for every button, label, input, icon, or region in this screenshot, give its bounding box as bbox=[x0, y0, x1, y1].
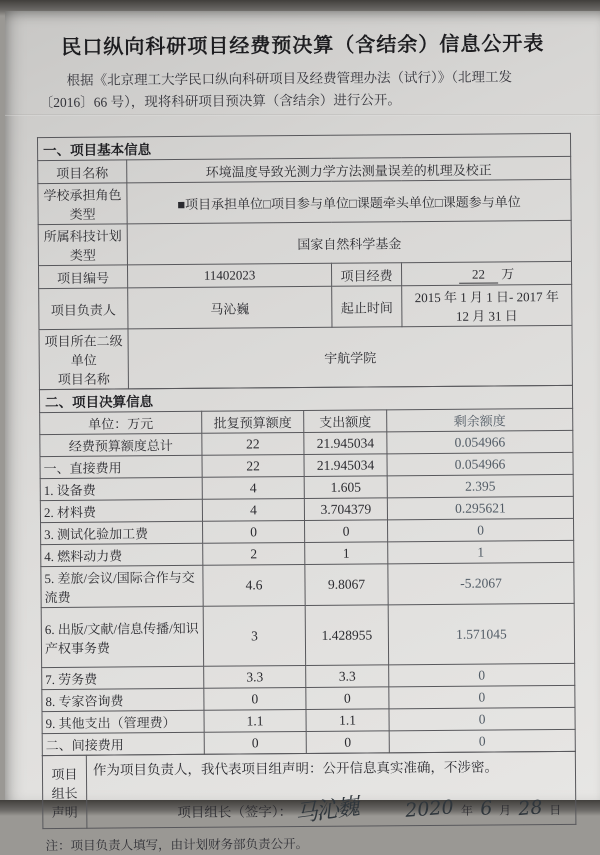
date-year: 2020 bbox=[404, 796, 455, 823]
fee-label: 2. 材料费 bbox=[40, 499, 202, 522]
spent-value: 1 bbox=[305, 542, 388, 565]
project-name-label: 项目名称 bbox=[38, 160, 127, 184]
signature-line bbox=[93, 788, 569, 828]
period-label: 起止时间 bbox=[332, 286, 402, 328]
declaration-label: 项目 组长 声明 bbox=[42, 755, 87, 828]
col-budget: 批复预算额度 bbox=[202, 411, 304, 434]
role-type-label: 学校承担角色 类型 bbox=[38, 183, 127, 225]
col-spent: 支出额度 bbox=[304, 410, 387, 433]
remain-value: 1 bbox=[388, 541, 574, 564]
remain-value: 0 bbox=[388, 519, 574, 542]
declaration-statement: 作为项目负责人，我代表项目组声明：公开信息真实准确，不涉密。 bbox=[92, 759, 499, 778]
project-number-value: 11402023 bbox=[127, 263, 331, 288]
sign-label: 项目组长（签字）： bbox=[177, 804, 293, 821]
budget-value: 0 bbox=[204, 732, 306, 755]
settlement-section-title: 二、项目决算信息 bbox=[39, 386, 572, 413]
remain-value: 2.395 bbox=[387, 475, 573, 498]
fee-label: 二、间接费用 bbox=[42, 732, 204, 755]
declaration-table bbox=[42, 751, 577, 829]
project-leader-value: 马沁巍 bbox=[128, 286, 332, 329]
budget-value: 2 bbox=[203, 543, 305, 566]
intro-line-2: 〔2016〕66 号），现将科研项目预决算（含结余）进行公开。 bbox=[39, 91, 401, 110]
secondary-unit-value: 宇航学院 bbox=[128, 326, 572, 389]
date-month: 6 bbox=[479, 797, 493, 821]
fee-label: 4. 燃料动力费 bbox=[41, 543, 203, 566]
fund-unit: 万 bbox=[501, 266, 515, 282]
project-name-value: 环境温度导致光测力学方法测量误差的机理及校正 bbox=[127, 157, 571, 183]
spent-value: 1.605 bbox=[304, 476, 387, 499]
col-unit: 单位：万元 bbox=[40, 411, 202, 434]
fee-label: 5. 差旅/会议/国际合作与交流费 bbox=[41, 565, 203, 607]
leader-signature: 马沁巍 bbox=[293, 794, 360, 828]
remain-value: 1.571045 bbox=[388, 604, 574, 665]
declaration-content bbox=[86, 752, 576, 829]
secondary-unit-label: 项目所在二级 单位 项目名称 bbox=[39, 329, 128, 390]
date-year-unit: 年 bbox=[460, 803, 474, 818]
plan-type-label: 所属科技计划 类型 bbox=[38, 224, 127, 266]
settlement-table bbox=[39, 385, 576, 756]
fee-label: 6. 出版/文献/信息传播/知识产权事务费 bbox=[41, 606, 203, 667]
table-row bbox=[41, 604, 574, 668]
fee-label: 8. 专家咨询费 bbox=[42, 688, 204, 711]
role-type-value: ■项目承担单位□项目参与单位□课题牵头单位□课题参与单位 bbox=[127, 180, 571, 224]
scanned-paper bbox=[5, 11, 600, 854]
date-day-unit: 日 bbox=[549, 803, 562, 818]
budget-value: 3 bbox=[203, 606, 305, 667]
budget-value: 4.6 bbox=[203, 565, 305, 607]
remain-value: 0.295621 bbox=[387, 497, 573, 520]
fee-label: 1. 设备费 bbox=[40, 477, 202, 500]
budget-value: 0 bbox=[204, 688, 306, 711]
budget-value: 0 bbox=[203, 521, 305, 544]
budget-value: 3.3 bbox=[204, 666, 306, 689]
spent-value: 21.945034 bbox=[304, 454, 387, 477]
fee-label: 9. 其他支出（管理费） bbox=[42, 710, 204, 733]
page-title: 民口纵向科研项目经费预决算（含结余）信息公开表 bbox=[61, 33, 545, 59]
remain-value: 0 bbox=[389, 730, 575, 753]
spent-value: 0 bbox=[306, 731, 389, 754]
project-fund-label: 项目经费 bbox=[331, 263, 401, 287]
fee-label: 一、直接费用 bbox=[40, 455, 202, 478]
table-row bbox=[41, 563, 574, 608]
intro-line-1: 根据《北京理工大学民口纵向科研项目及经费管理办法（试行）》（北理工发 bbox=[66, 69, 513, 88]
intro-paragraph bbox=[39, 66, 572, 113]
spent-value: 1.428955 bbox=[305, 605, 388, 666]
date-day: 28 bbox=[517, 796, 544, 821]
remain-value: 0 bbox=[389, 708, 575, 731]
spent-value: 21.945034 bbox=[304, 432, 387, 455]
spent-value: 3.3 bbox=[306, 665, 389, 688]
budget-value: 22 bbox=[202, 433, 304, 456]
spent-value: 1.1 bbox=[306, 709, 389, 732]
spent-value: 3.704379 bbox=[304, 498, 387, 521]
project-number-label: 项目编号 bbox=[38, 265, 127, 289]
date-month-unit: 月 bbox=[499, 803, 512, 818]
signature-date bbox=[404, 796, 569, 823]
budget-value: 1.1 bbox=[204, 710, 306, 733]
spent-value: 9.8067 bbox=[305, 564, 388, 606]
project-fund-value bbox=[401, 262, 571, 286]
fund-amount: 22 bbox=[459, 267, 498, 284]
col-remain: 剩余额度 bbox=[387, 409, 573, 432]
budget-value: 22 bbox=[202, 455, 304, 478]
plan-type-value: 国家自然科学基金 bbox=[127, 221, 571, 265]
spent-value: 0 bbox=[305, 520, 388, 543]
budget-value: 4 bbox=[202, 499, 304, 522]
basic-info-section-title: 一、项目基本信息 bbox=[37, 134, 570, 161]
remain-value: -5.2067 bbox=[388, 563, 574, 605]
remain-value: 0.054966 bbox=[387, 453, 573, 476]
footnote: 注：项目负责人填写，由计划财务部负责公开。 bbox=[45, 837, 309, 854]
fee-label: 经费预算额度总计 bbox=[40, 433, 202, 456]
spent-value: 0 bbox=[306, 687, 389, 710]
budget-value: 4 bbox=[202, 477, 304, 500]
remain-value: 0 bbox=[389, 686, 575, 709]
basic-info-table bbox=[37, 133, 573, 390]
fee-label: 3. 测试化验加工费 bbox=[41, 521, 203, 544]
project-leader-label: 项目负责人 bbox=[39, 288, 128, 330]
remain-value: 0.054966 bbox=[387, 431, 573, 454]
document bbox=[5, 9, 600, 855]
fee-label: 7. 劳务费 bbox=[42, 666, 204, 689]
period-value: 2015 年 1 月 1 日- 2017 年 12 月 31 日 bbox=[402, 285, 572, 327]
remain-value: 0 bbox=[389, 664, 575, 687]
